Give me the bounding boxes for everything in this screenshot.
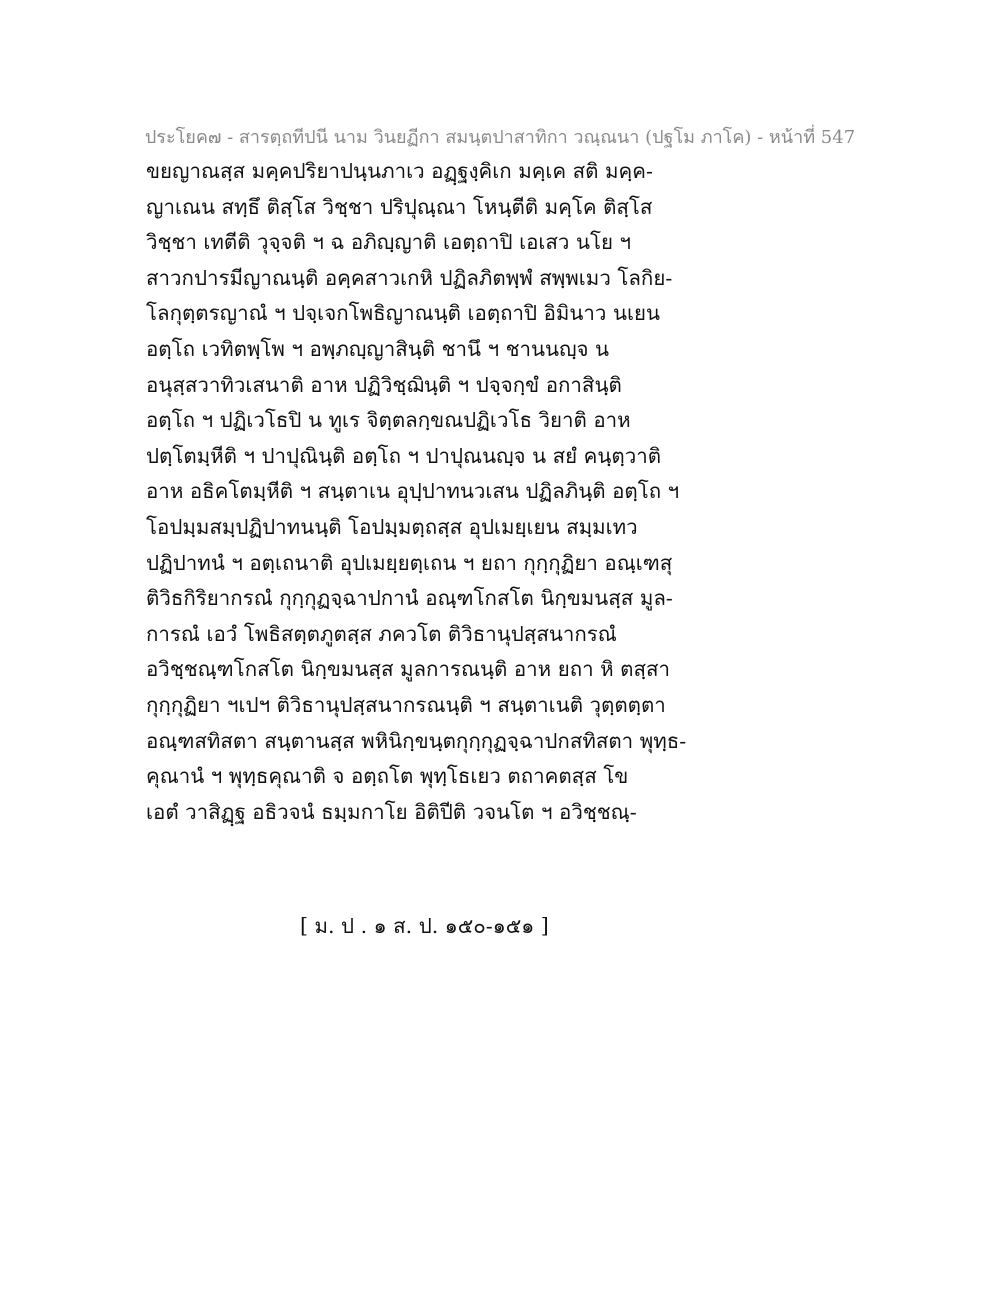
text-line: ปฏิปาทนํ ฯ อตฺเถนาติ อุปเมยฺยตฺเถน ฯ ยถา กุกฺกุฏิยา อณฺเฑสุ [146,550,673,575]
text-line: ขยญาณสฺส มคฺคปริยาปนฺนภาเว อฏฺฐงฺคิเก มคฺเค สติ มคฺค- [146,159,653,183]
text-line: คุณานํ ฯ พุทฺธคุณาติ จ อตฺถโต พุทฺโธเยว ตถาคตสฺส โข [146,764,629,789]
text-line: ญาเณน สทฺธึ ติสฺโส วิชฺชา ปริปุณฺณา โหนฺตีติ มคฺโค ติสฺโส [146,194,653,219]
text-line: โลกุตฺตรญาณํ ฯ ปจฺเจกโพธิญาณนฺติ เอตฺถาปิ อิมินาว นเยน [146,301,661,326]
text-line: อาห อธิคโตมฺหีติ ฯ สนฺตาเน อุปฺปาทนวเสน ปฏิลภินฺติ อตฺโถ ฯ [146,479,680,504]
text-line: กุกฺกุฏิยา ฯเปฯ ติวิธานุปสฺสนากรณนฺติ ฯ สนฺตาเนติ วุตฺตตฺตา [146,692,666,717]
text-line: วิชฺชา เทตีติ วุจฺจติ ฯ ฉ อภิญฺญาติ เอตฺถาปิ เอเสว นโย ฯ [146,230,632,255]
text-line: อณฺฑสทิสตา สนฺตานสฺส พหินิกฺขนฺตกุกฺกุฏจฺฉาปกสทิสตา พุทฺธ- [146,728,686,753]
text-line: ปตฺโตมฺหีติ ฯ ปาปุณินฺติ อตฺโถ ฯ ปาปุณนญฺจ น สยํ คนฺตฺวาติ [146,443,662,468]
text-line: ติวิธกิริยากรณํ กุกฺกุฏจฺฉาปกานํ อณฺฑโกสโต นิกฺขมนสฺส มูล- [146,586,673,611]
body-text [146,154,686,830]
text-line: อวิชฺชณฺฑโกสโต นิกฺขมนสฺส มูลการณนฺติ อาห ยถา หิ ตสฺสา [146,657,671,682]
text-line: อตฺโถ ฯ ปฏิเวโธปิ น ทูเร จิตฺตลกฺขณปฏิเวโธ วิยาติ อาห [146,408,631,433]
text-line: การณํ เอวํ โพธิสตฺตภูตสฺส ภควโต ติวิธานุปสฺสนากรณํ [146,621,617,646]
text-line: เอตํ วาสิฏฺฐ อธิวจนํ ธมฺมกาโย อิติปีติ วจนโต ฯ อวิชฺชณฺ- [146,799,637,824]
page-header: ประโยค๗ - สารตฺถทีปนี นาม วินยฏีกา สมนฺตปาสาทิกา วณฺณนา (ปฐโม ภาโค) - หน้าที่ 547 [144,127,856,148]
text-line: อตฺโถ เวทิตพฺโพ ฯ อพฺภญฺญาสินฺติ ชานึ ฯ ชานนญฺจ น [146,336,610,361]
text-line: สาวกปารมีญาณนฺติ อคฺคสาวเกหิ ปฏิลภิตพฺพํ สพฺพเมว โลกิย- [146,265,673,290]
reference-note: [ ม. ป . ๑ ส. ป. ๑๕๐-๑๕๑ ] [300,914,549,938]
text-line: อนุสฺสวาทิวเสนาติ อาห ปฏิวิชฺฌินฺติ ฯ ปจฺจกฺขํ อกาสินฺติ [146,372,622,397]
text-line: โอปมฺมสมฺปฏิปาทนนฺติ โอปมฺมตฺถสฺส อุปเมยฺเยน สมฺมเทว [146,514,638,539]
